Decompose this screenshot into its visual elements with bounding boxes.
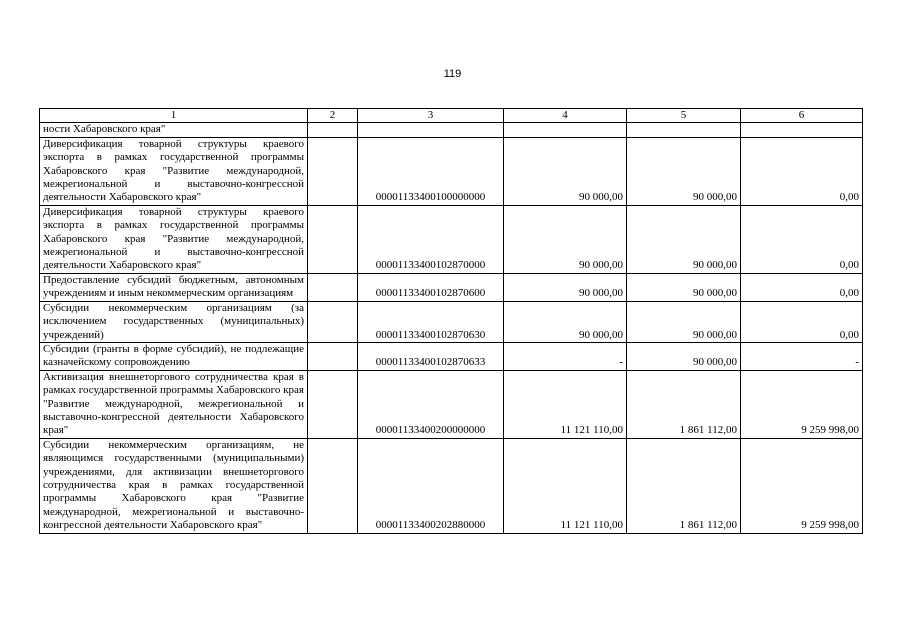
row-value-6: 9 259 998,00 xyxy=(741,438,863,533)
row-value-5: 1 861 112,00 xyxy=(627,438,741,533)
table-row xyxy=(40,137,863,205)
row-code: 00001133400200000000 xyxy=(358,370,504,438)
table-row xyxy=(40,205,863,273)
row-value-5: 90 000,00 xyxy=(627,342,741,370)
row-description: Субсидии (гранты в форме субсидий), не подлежащие казначейскому сопровождению xyxy=(40,342,308,370)
row-value-5: 90 000,00 xyxy=(627,273,741,301)
row-description: Субсидии некоммерческим организациям, не являющимся государственными (муниципальными) учреждениями, для активизации внешнеторгового сотрудничества края в рамках государственной программы Хабаровского края "Развитие международной, межрегиональной и выставочно-конгрессной деятельности Хабаровского края" xyxy=(40,438,308,533)
row-value-5: 90 000,00 xyxy=(627,205,741,273)
row-col2 xyxy=(308,137,358,205)
row-code: 00001133400202880000 xyxy=(358,438,504,533)
column-header-4: 4 xyxy=(504,109,627,123)
row-col2 xyxy=(308,273,358,301)
column-header-2: 2 xyxy=(308,109,358,123)
row-col2 xyxy=(308,342,358,370)
row-col2 xyxy=(308,370,358,438)
column-header-6: 6 xyxy=(741,109,863,123)
table-header-row xyxy=(40,109,863,123)
row-description: Диверсификация товарной структуры краевого экспорта в рамках государственной программы Хабаровского края "Развитие международной, межрегиональной и выставочно-конгрессной деятельности Хабаровского края" xyxy=(40,137,308,205)
row-code: 00001133400100000000 xyxy=(358,137,504,205)
table-row xyxy=(40,273,863,301)
row-code: 00001133400102870600 xyxy=(358,273,504,301)
budget-table xyxy=(39,108,863,534)
row-value-4: - xyxy=(504,342,627,370)
row-value-4: 11 121 110,00 xyxy=(504,438,627,533)
row-value-4: 11 121 110,00 xyxy=(504,370,627,438)
row-description: Активизация внешнеторгового сотрудничества края в рамках государственной программы Хабаровского края "Развитие международной, межрегиональной и выставочно-конгрессной деятельности Хабаровского края" xyxy=(40,370,308,438)
row-value-6: 0,00 xyxy=(741,205,863,273)
row-description: ности Хабаровского края" xyxy=(40,123,308,137)
row-value-5 xyxy=(627,123,741,137)
table-row xyxy=(40,438,863,533)
row-value-4: 90 000,00 xyxy=(504,301,627,342)
column-header-5: 5 xyxy=(627,109,741,123)
row-code: 00001133400102870633 xyxy=(358,342,504,370)
row-value-4 xyxy=(504,123,627,137)
table-row xyxy=(40,123,863,137)
row-col2 xyxy=(308,205,358,273)
row-value-5: 90 000,00 xyxy=(627,301,741,342)
row-description: Диверсификация товарной структуры краевого экспорта в рамках государственной программы Хабаровского края "Развитие международной, межрегиональной и выставочно-конгрессной деятельности Хабаровского края" xyxy=(40,205,308,273)
row-value-5: 1 861 112,00 xyxy=(627,370,741,438)
row-value-6: 0,00 xyxy=(741,273,863,301)
table-row xyxy=(40,342,863,370)
row-value-6 xyxy=(741,123,863,137)
table-row xyxy=(40,370,863,438)
row-value-4: 90 000,00 xyxy=(504,205,627,273)
row-code: 00001133400102870630 xyxy=(358,301,504,342)
row-col2 xyxy=(308,438,358,533)
row-value-5: 90 000,00 xyxy=(627,137,741,205)
row-value-6: 9 259 998,00 xyxy=(741,370,863,438)
row-description: Предоставление субсидий бюджетным, автономным учреждениям и иным некоммерческим организациям xyxy=(40,273,308,301)
row-description: Субсидии некоммерческим организациям (за исключением государственных (муниципальных) учреждений) xyxy=(40,301,308,342)
column-header-1: 1 xyxy=(40,109,308,123)
row-value-6: 0,00 xyxy=(741,137,863,205)
row-value-6: 0,00 xyxy=(741,301,863,342)
row-value-4: 90 000,00 xyxy=(504,273,627,301)
row-code: 00001133400102870000 xyxy=(358,205,504,273)
row-value-6: - xyxy=(741,342,863,370)
column-header-3: 3 xyxy=(358,109,504,123)
page-number: 119 xyxy=(443,68,462,80)
row-value-4: 90 000,00 xyxy=(504,137,627,205)
row-code xyxy=(358,123,504,137)
row-col2 xyxy=(308,301,358,342)
table-row xyxy=(40,301,863,342)
row-col2 xyxy=(308,123,358,137)
